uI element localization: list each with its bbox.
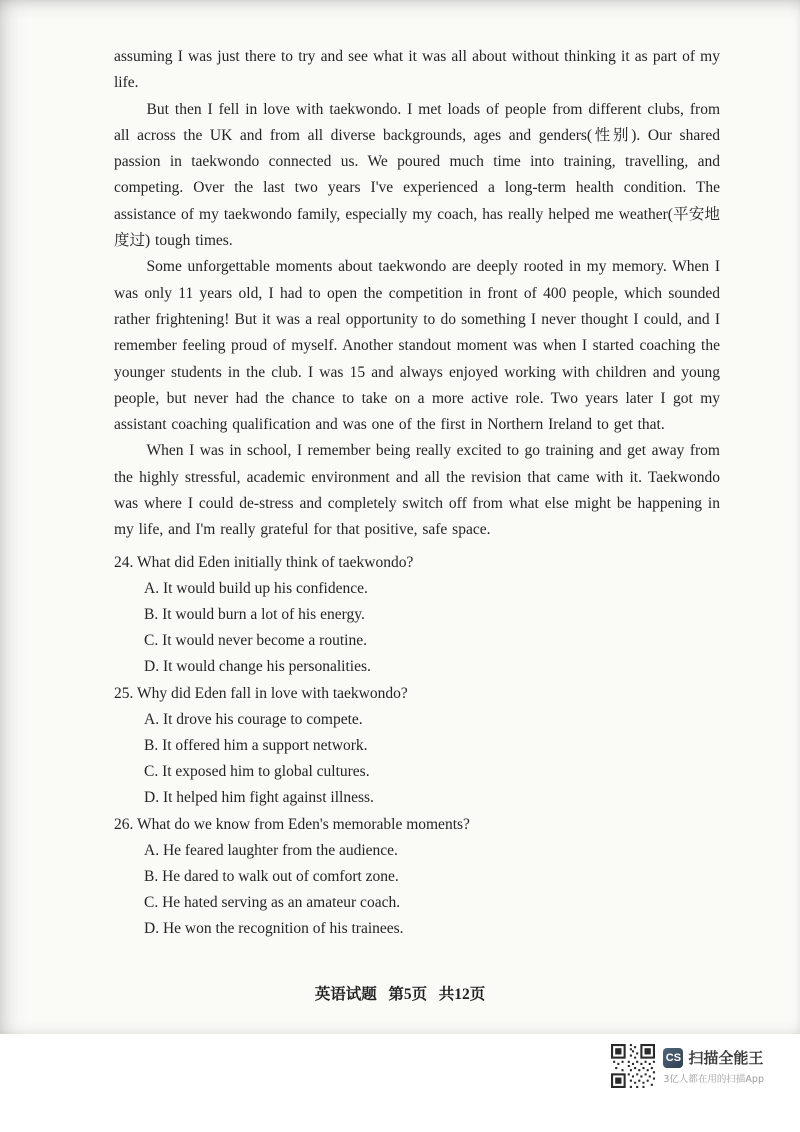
- question-option-d: D. He won the recognition of his trainees.: [144, 920, 404, 938]
- question-24: [114, 550, 720, 681]
- question-option-c: C. He hated serving as an amateur coach.: [144, 894, 401, 912]
- passage-paragraph: When I was in school, I remember being really excited to go training and get away from the highly stressful, academic environment and all the revision that came with it. Taekwondo was where I could de-stress and completely switch off from what else might be happening in my life, and I'm really grateful for that positive, safe space.: [114, 442, 720, 539]
- camscanner-logo-icon: CS: [663, 1048, 683, 1068]
- question-option-d: D. It would change his personalities.: [144, 658, 371, 676]
- question-26: [114, 812, 720, 943]
- watermark-subtitle: 3亿人都在用的扫描App: [663, 1074, 764, 1085]
- question-25: [114, 681, 720, 812]
- camscanner-watermark: [611, 1044, 764, 1088]
- qr-code-icon: [611, 1044, 655, 1088]
- watermark-title: 扫描全能王: [688, 1049, 764, 1067]
- passage-and-questions: [114, 44, 720, 943]
- questions-section: [114, 550, 720, 943]
- question-option-b: B. He dared to walk out of comfort zone.: [144, 868, 399, 886]
- question-option-a: A. It would build up his confidence.: [144, 579, 368, 597]
- passage-paragraph: But then I fell in love with taekwondo. I met loads of people from different clubs, from all across the UK and from all diverse backgrounds, ages and genders(性别). Our shared passion in taekwondo connected us. We poured much time into training, travelling, and competing. Over the last two years I've experienced a long-term health condition. The assistance of my taekwondo family, especially my coach, has really helped me weather(平安地度过) tough times.: [114, 100, 720, 250]
- question-option-a: A. It drove his courage to compete.: [144, 710, 363, 728]
- question-option-a: A. He feared laughter from the audience.: [144, 841, 398, 859]
- question-prompt: 24. What did Eden initially think of taekwondo?: [114, 553, 414, 571]
- watermark-text-block: [663, 1047, 764, 1085]
- question-option-c: C. It exposed him to global cultures.: [144, 763, 370, 781]
- question-prompt: 26. What do we know from Eden's memorable moments?: [114, 815, 470, 833]
- question-option-b: B. It offered him a support network.: [144, 737, 368, 755]
- question-option-c: C. It would never become a routine.: [144, 632, 367, 650]
- question-option-d: D. It helped him fight against illness.: [144, 789, 374, 807]
- passage-paragraph: Some unforgettable moments about taekwondo are deeply rooted in my memory. When I was only 11 years old, I had to open the competition in front of 400 people, which sounded rather frightening! But it was a real opportunity to do something I never thought I could, and I remember feeling proud of myself. Another standout moment was when I started coaching the younger students in the club. I was 15 and always enjoyed working with children and young people, but never had the chance to take on a more active role. Two years later I got my assistant coaching qualification and was one of the first in Northern Ireland to get that.: [114, 258, 720, 434]
- page-footer: 英语试题 第5页 共12页: [314, 986, 486, 1003]
- question-prompt: 25. Why did Eden fall in love with taekwondo?: [114, 684, 408, 702]
- passage-paragraph: assuming I was just there to try and see what it was all about without thinking it as part of my life.: [114, 48, 720, 92]
- question-option-b: B. It would burn a lot of his energy.: [144, 606, 365, 624]
